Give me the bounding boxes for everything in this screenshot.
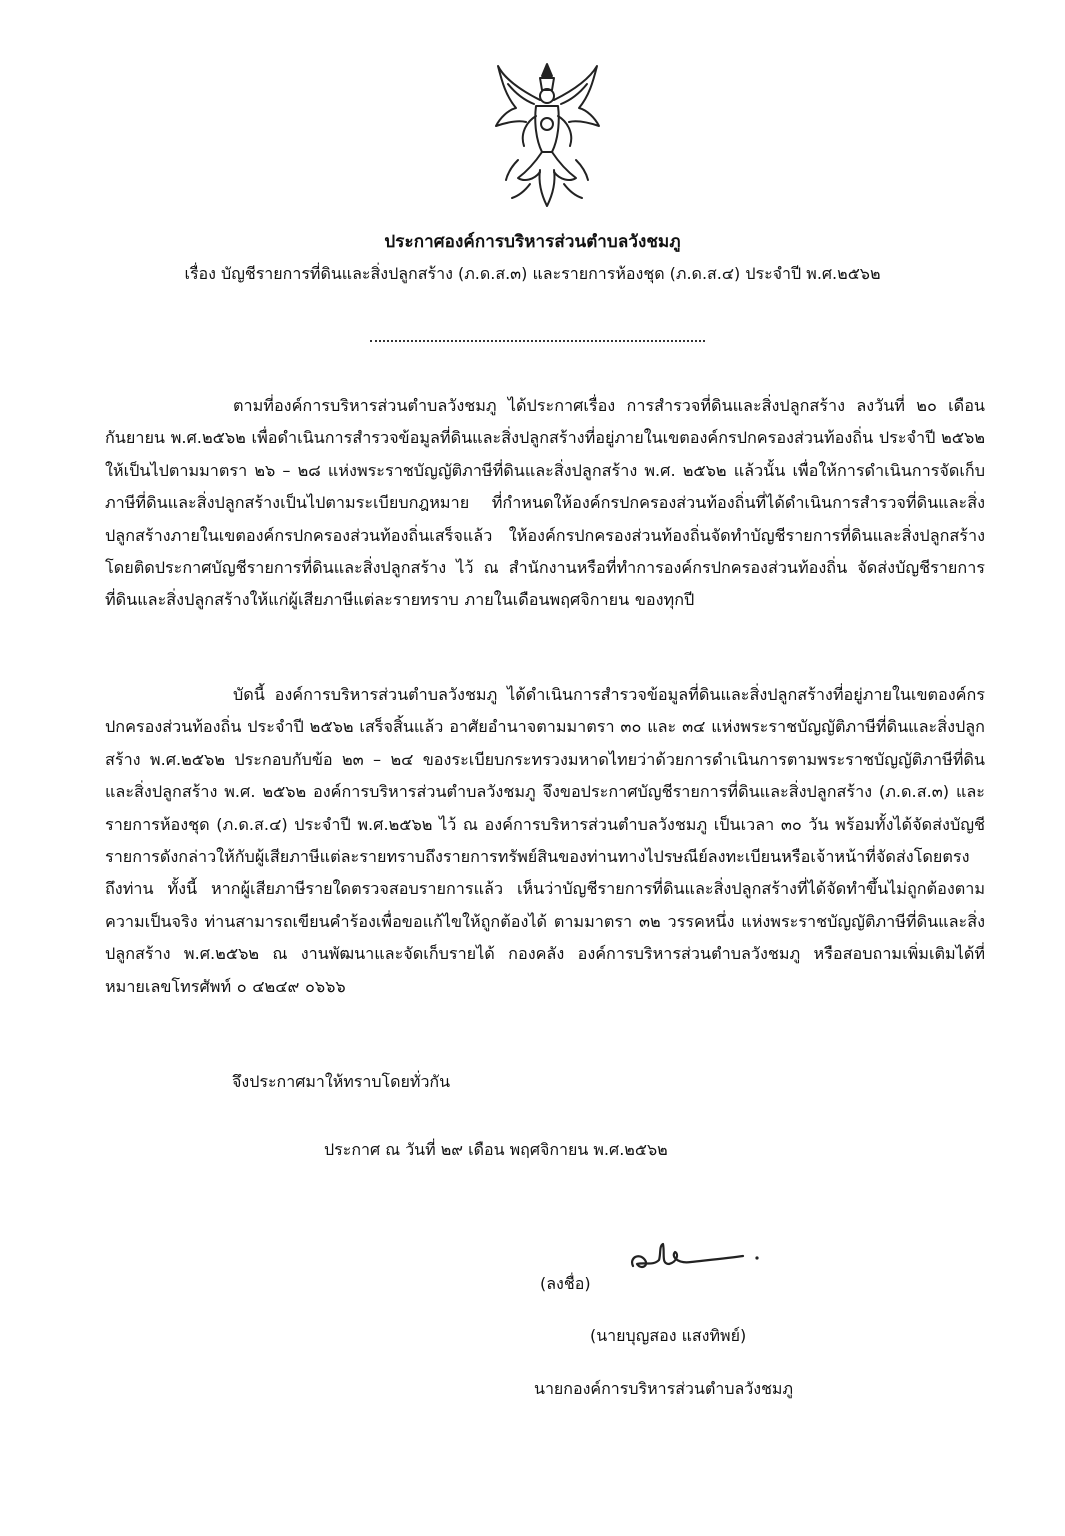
date-line: ประกาศ ณ วันที่ ๒๙ เดือน พฤศจิกายน พ.ศ.๒๕๖๒ [324, 1140, 668, 1159]
handwritten-signature [625, 1240, 765, 1280]
announcement-subject: เรื่อง บัญชีรายการที่ดินและสิ่งปลูกสร้าง (ภ.ด.ส.๓) และรายการห้องชุด (ภ.ด.ส.๔) ประจำปี พ.ศ.๒๕๖๒ [184, 264, 881, 283]
signatory-position: นายกองค์การบริหารส่วนตำบลวังชมภู [534, 1379, 794, 1398]
signature-block [540, 1240, 840, 1300]
separator-line [370, 340, 705, 342]
paragraph-2: บัดนี้ องค์การบริหารส่วนตำบลวังชมภู ได้ดำเนินการสำรวจข้อมูลที่ดินและสิ่งปลูกสร้างที่อยู่ภายในเขตองค์กรปกครองส่วนท้องถิ่น ประจำปี ๒๕๖๒ เสร็จสิ้นแล้ว อาศัยอำนาจตามมาตรา ๓๐ และ ๓๔ แห่งพระราชบัญญัติภาษีที่ดินและสิ่งปลูกสร้าง พ.ศ.๒๕๖๒ ประกอบกับข้อ ๒๓ – ๒๔ ของระเบียบกระทรวงมหาดไทยว่าด้วยการดำเนินการตามพระราชบัญญัติภาษีที่ดินและสิ่งปลูกสร้าง พ.ศ. ๒๕๖๒ องค์การบริหารส่วนตำบลวังชมภู จึงขอประกาศบัญชีรายการที่ดินและสิ่งปลูกสร้าง (ภ.ด.ส.๓) และรายการห้องชุด (ภ.ด.ส.๔) ประจำปี พ.ศ.๒๕๖๒ ไว้ ณ องค์การบริหารส่วนตำบลวังชมภู เป็นเวลา ๓๐ วัน พร้อมทั้งได้จัดส่งบัญชีรายการดังกล่าวให้กับผู้เสียภาษีแต่ละรายทราบถึงรายการทรัพย์สินของท่านทางไปรษณีย์ลงทะเบียนหรือเจ้าหน้าที่จัดส่งโดยตรงถึงท่าน ทั้งนี้ หากผู้เสียภาษีรายใดตรวจสอบรายการแล้ว เห็นว่าบัญชีรายการที่ดินและสิ่งปลูกสร้างที่ได้จัดทำขึ้นไม่ถูกต้องตามความเป็นจริง ท่านสามารถเขียนคำร้องเพื่อขอแก้ไขให้ถูกต้องได้ ตามมาตรา ๓๒ วรรคหนึ่ง แห่งพระราชบัญญัติภาษีที่ดินและสิ่งปลูกสร้าง พ.ศ.๒๕๖๒ ณ งานพัฒนาและจัดเก็บรายได้ กองคลัง องค์การบริหารส่วนตำบลวังชมภู หรือสอบถามเพิ่มเติมได้ที่หมายเลขโทรศัพท์ ๐ ๔๒๔๙ ๐๖๖๖ [105, 685, 985, 996]
signatory-name: (นายบุญสอง แสงทิพย์) [590, 1326, 747, 1345]
garuda-emblem-icon [490, 60, 605, 210]
closing-text: จึงประกาศมาให้ทราบโดยทั่วกัน [232, 1072, 451, 1091]
announcement-title: ประกาศองค์การบริหารส่วนตำบลวังชมภู [384, 232, 681, 252]
paragraph-1: ตามที่องค์การบริหารส่วนตำบลวังชมภู ได้ประกาศเรื่อง การสำรวจที่ดินและสิ่งปลูกสร้าง ลงวันที่ ๒๐ เดือน กันยายน พ.ศ.๒๕๖๒ เพื่อดำเนินการสำรวจข้อมูลที่ดินและสิ่งปลูกสร้างที่อยู่ภายในเขตองค์กรปกครองส่วนท้องถิ่น ประจำปี ๒๕๖๒ ให้เป็นไปตามมาตรา ๒๖ – ๒๘ แห่งพระราชบัญญัติภาษีที่ดินและสิ่งปลูกสร้าง พ.ศ. ๒๕๖๒ แล้วนั้น เพื่อให้การดำเนินการจัดเก็บภาษีที่ดินและสิ่งปลูกสร้างเป็นไปตามระเบียบกฎหมาย ที่กำหนดให้องค์กรปกครองส่วนท้องถิ่นที่ได้ดำเนินการสำรวจที่ดินและสิ่งปลูกสร้างภายในเขตองค์กรปกครองส่วนท้องถิ่นเสร็จแล้ว ให้องค์กรปกครองส่วนท้องถิ่นจัดทำบัญชีรายการที่ดินและสิ่งปลูกสร้าง โดยติดประกาศบัญชีรายการที่ดินและสิ่งปลูกสร้าง ไว้ ณ สำนักงานหรือที่ทำการองค์กรปกครองส่วนท้องถิ่น จัดส่งบัญชีรายการที่ดินและสิ่งปลูกสร้างให้แก่ผู้เสียภาษีแต่ละรายทราบ ภายในเดือนพฤศจิกายน ของทุกปี [105, 396, 985, 610]
signature-label: (ลงชื่อ) [540, 1274, 591, 1293]
